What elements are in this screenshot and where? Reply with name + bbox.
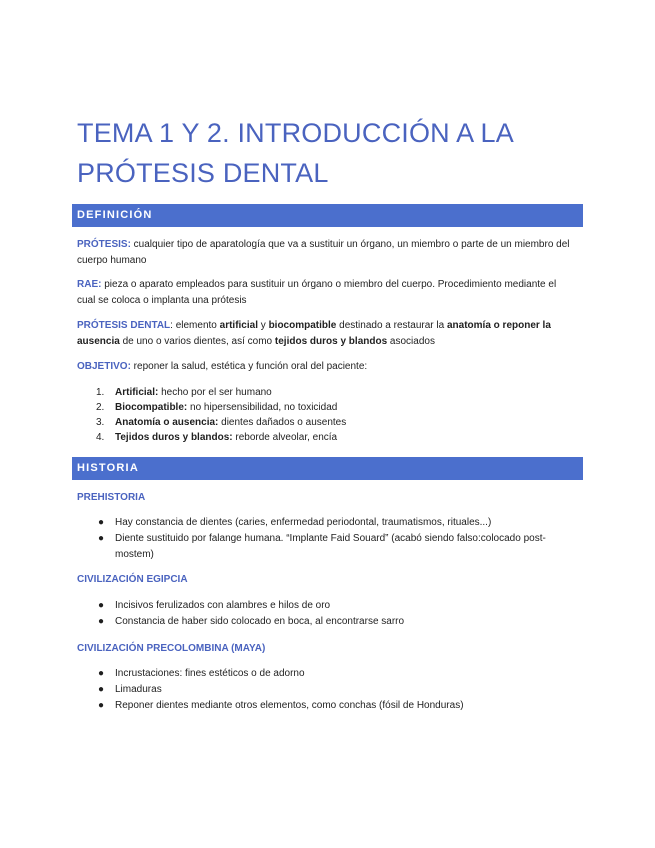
item-number: 1. (96, 387, 105, 398)
objetivos-list (96, 385, 566, 445)
item-text: Reponer dientes mediante otros elementos, como conchas (fósil de Honduras) (115, 700, 464, 711)
pd-bold-tejidos: tejidos duros y blandos (274, 336, 388, 347)
list-item (96, 515, 576, 531)
item-text: Constancia de haber sido colocado en boca, al encontrarse sarro (115, 616, 405, 627)
bullet-icon: ● (98, 668, 105, 679)
prehistoria-list (96, 515, 576, 563)
definition-rae (77, 277, 577, 309)
maya-list (96, 666, 576, 714)
objetivo-label: OBJETIVO: (77, 361, 131, 372)
item-text: hecho por el ser humano (158, 387, 272, 398)
item-number: 4. (96, 432, 105, 443)
pd-text-1: : elemento (170, 320, 220, 331)
rae-text: pieza o aparato empleados para sustituir un órgano o miembro del cuerpo. Procedimiento mediante el cual se coloca o implanta una prótesis (77, 279, 557, 306)
pd-text-3: destinado a restaurar la (336, 320, 447, 331)
title-line-2: PRÓTESIS DENTAL (77, 158, 329, 188)
item-text: Limaduras (115, 684, 162, 695)
item-text: dientes dañados o ausentes (218, 417, 347, 428)
bullet-icon: ● (98, 700, 105, 711)
item-number: 3. (96, 417, 105, 428)
item-term: Artificial: (115, 387, 159, 398)
item-text: Diente sustituido por falange humana. “Implante Faid Souard” (acabó siendo falso:colocado post-mostem) (115, 533, 546, 560)
list-item (96, 666, 576, 682)
list-item (96, 400, 566, 415)
list-item (96, 614, 576, 630)
objetivo-text: reponer la salud, estética y función oral del paciente: (130, 361, 368, 372)
list-item (96, 385, 566, 400)
bullet-icon: ● (98, 517, 105, 528)
pd-bold-biocompatible: biocompatible (268, 320, 337, 331)
item-text: Incisivos ferulizados con alambres e hilos de oro (115, 600, 331, 611)
item-text: reborde alveolar, encía (232, 432, 338, 443)
subheading-prehistoria: PREHISTORIA (77, 492, 146, 503)
title-line-1: TEMA 1 Y 2. INTRODUCCIÓN A LA (77, 118, 514, 148)
list-item (96, 698, 576, 714)
item-term: Tejidos duros y blandos: (115, 432, 233, 443)
page-title (77, 113, 597, 193)
bullet-icon: ● (98, 684, 105, 695)
list-item (96, 682, 576, 698)
protesis-dental-label: PRÓTESIS DENTAL (77, 320, 171, 331)
list-item (96, 430, 566, 445)
protesis-text: cualquier tipo de aparatología que va a sustituir un órgano, un miembro o parte de un miembro del cuerpo humano (77, 239, 570, 266)
item-text: Incrustaciones: fines estéticos o de adorno (115, 668, 305, 679)
item-number: 2. (96, 402, 105, 413)
subheading-egipcia: CIVILIZACIÓN EGIPCIA (77, 574, 188, 585)
item-text: no hipersensibilidad, no toxicidad (187, 402, 338, 413)
protesis-label: PRÓTESIS: (77, 239, 131, 250)
pd-text-2: y (258, 320, 269, 331)
list-item (96, 531, 576, 563)
egipcia-list (96, 598, 576, 630)
definition-protesis (77, 237, 577, 269)
section-header-historia: HISTORIA (72, 457, 583, 480)
list-item (96, 598, 576, 614)
rae-label: RAE: (77, 279, 102, 290)
bullet-icon: ● (98, 533, 105, 544)
list-item (96, 415, 566, 430)
item-term: Anatomía o ausencia: (115, 417, 219, 428)
pd-text-5: asociados (387, 336, 435, 347)
definition-objetivo (77, 359, 577, 375)
bullet-icon: ● (98, 616, 105, 627)
pd-bold-anatomia: anatomía o reponer la ausencia (77, 320, 551, 347)
pd-text-4: de uno o varios dientes, así como (119, 336, 275, 347)
bullet-icon: ● (98, 600, 105, 611)
section-header-definicion: DEFINICIÓN (72, 204, 583, 227)
definition-protesis-dental (77, 318, 577, 350)
item-text: Hay constancia de dientes (caries, enfermedad periodontal, traumatismos, rituales...) (115, 517, 492, 528)
item-term: Biocompatible: (115, 402, 188, 413)
pd-bold-artificial: artificial (219, 320, 258, 331)
subheading-maya: CIVILIZACIÓN PRECOLOMBINA (MAYA) (77, 643, 266, 654)
